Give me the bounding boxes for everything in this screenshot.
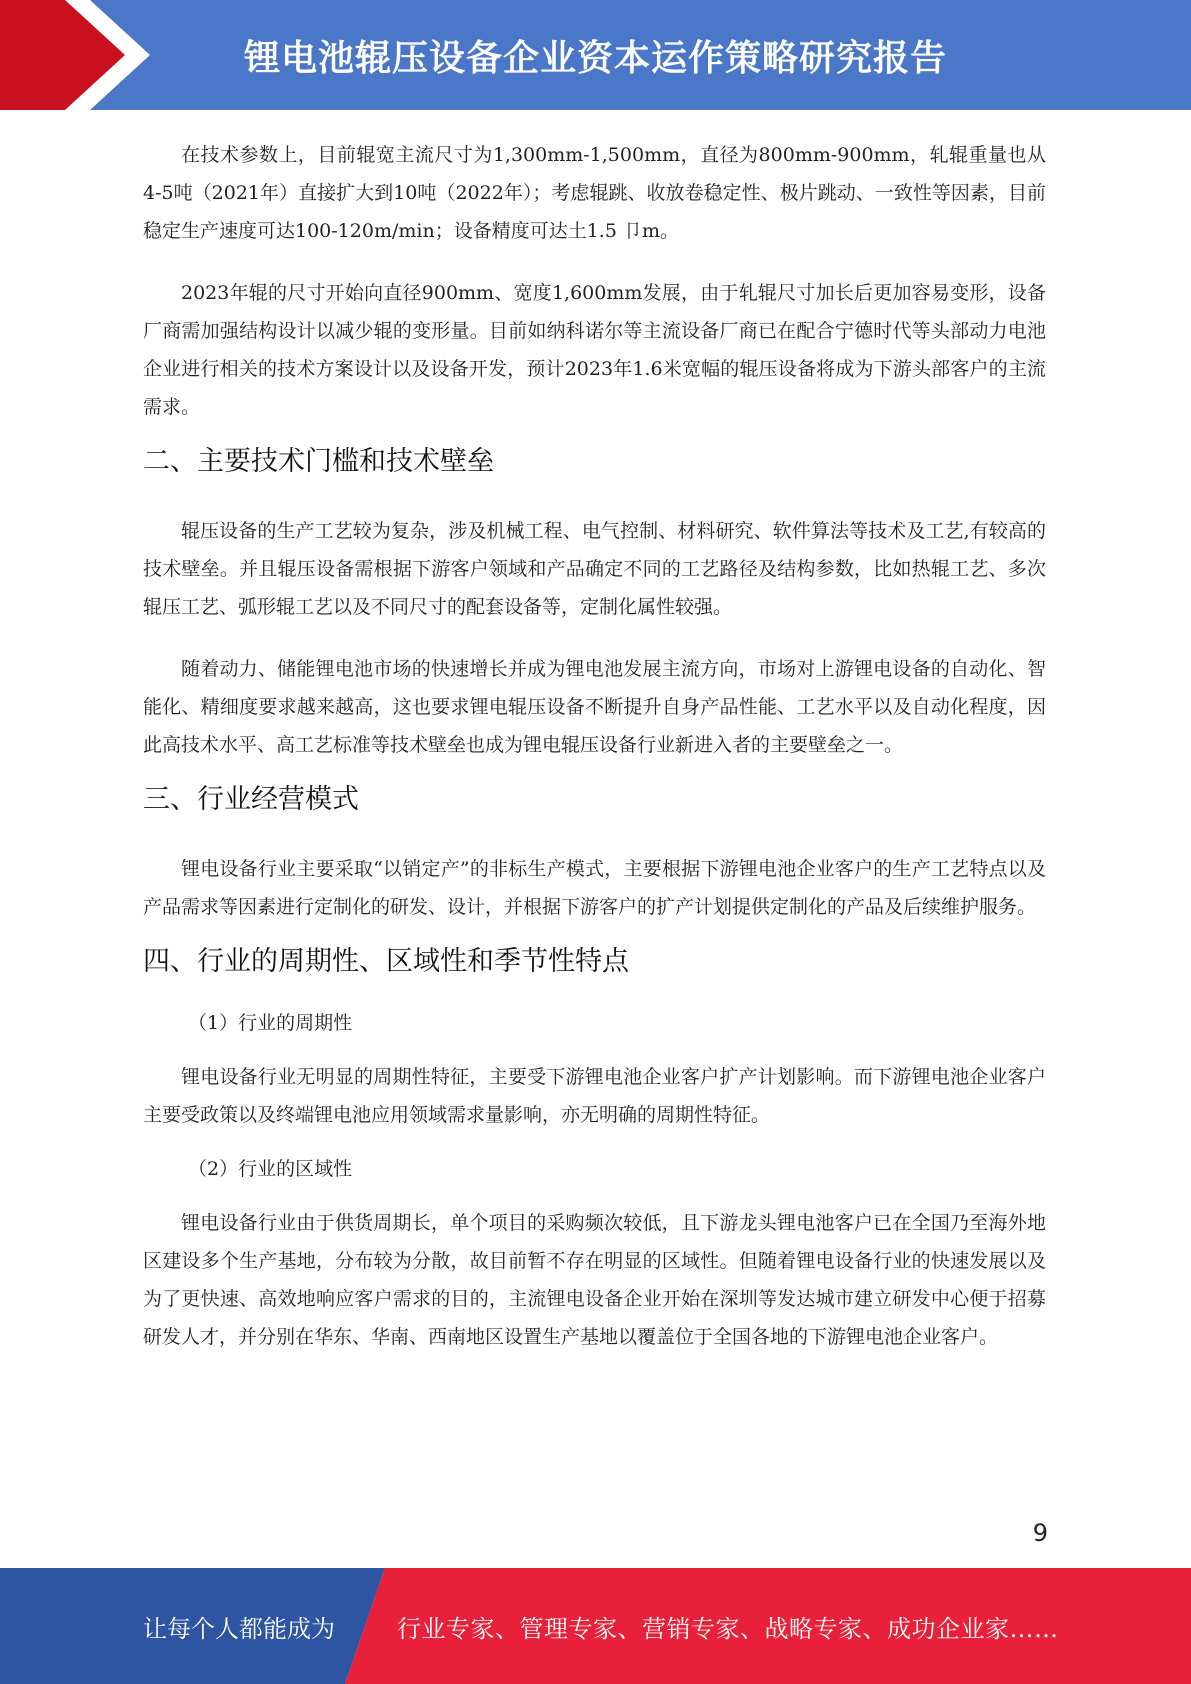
- paragraph-market-growth: 随着动力、储能锂电池市场的快速增长并成为锂电池发展主流方向，市场对上游锂电设备的自动化、智能化、精细度要求越来越高，这也要求锂电辊压设备不断提升自身产品性能、工艺水平以及自动化程度，因此高技术水平、高工艺标准等技术壁垒也成为锂电辊压设备行业新进入者的主要壁垒之一。: [143, 658, 1046, 756]
- footer-slogan-right: 行业专家、管理专家、营销专家、战略专家、成功企业家……: [397, 1614, 1059, 1643]
- section-heading-cyclicality: 四、行业的周期性、区域性和季节性特点: [143, 946, 629, 977]
- subheading-cyclicality: （1）行业的周期性: [188, 1012, 353, 1034]
- paragraph-tech-params: 在技术参数上，目前辊宽主流尺寸为1,300mm-1,500mm，直径为800mm-900mm，轧辊重量也从4-5吨（2021年）直接扩大到10吨（2022年）；考虑辊跳、收放卷稳定性、极片跳动、一致性等因素，目前稳定生产速度可达100-120m/min；设备精度可达土1.5 卩m。: [143, 144, 1046, 242]
- page-footer: [0, 1568, 1191, 1684]
- report-title: 锂电池辊压设备企业资本运作策略研究报告: [243, 37, 947, 79]
- page-header: [0, 0, 1191, 110]
- paragraph-process-complexity: 辊压设备的生产工艺较为复杂，涉及机械工程、电气控制、材料研究、软件算法等技术及工艺,有较高的技术壁垒。并且辊压设备需根据下游客户领域和产品确定不同的工艺路径及结构参数，比如热辊工艺、多次辊压工艺、弧形辊工艺以及不同尺寸的配套设备等，定制化属性较强。: [143, 520, 1046, 618]
- paragraph-regionality: 锂电设备行业由于供货周期长，单个项目的采购频次较低，且下游龙头锂电池客户已在全国乃至海外地区建设多个生产基地，分布较为分散，故目前暂不存在明显的区域性。但随着锂电设备行业的快速发展以及为了更快速、高效地响应客户需求的目的，主流锂电设备企业开始在深圳等发达城市建立研发中心便于招募研发人才，并分别在华东、华南、西南地区设置生产基地以覆盖位于全国各地的下游锂电池企业客户。: [143, 1212, 1046, 1348]
- subheading-regionality: （2）行业的区域性: [188, 1158, 353, 1180]
- section-heading-tech-barrier: 二、主要技术门槛和技术壁垒: [143, 446, 494, 477]
- page-number: 9: [1032, 1519, 1048, 1547]
- document-body: [143, 136, 1046, 1356]
- paragraph-cyclicality: 锂电设备行业无明显的周期性特征，主要受下游锂电池企业客户扩产计划影响。而下游锂电池企业客户主要受政策以及终端锂电池应用领域需求量影响，亦无明确的周期性特征。: [143, 1066, 1046, 1126]
- section-heading-business-model: 三、行业经营模式: [143, 784, 359, 815]
- paragraph-2023-size: 2023年辊的尺寸开始向直径900mm、宽度1,600mm发展，由于轧辊尺寸加长后更加容易变形，设备厂商需加强结构设计以减少辊的变形量。目前如纳科诺尔等主流设备厂商已在配合宁德时代等头部动力电池企业进行相关的技术方案设计以及设备开发，预计2023年1.6米宽幅的辊压设备将成为下游头部客户的主流需求。: [143, 282, 1046, 418]
- footer-slogan-left: 让每个人都能成为: [143, 1614, 335, 1643]
- paragraph-business-model: 锂电设备行业主要采取“以销定产”的非标生产模式，主要根据下游锂电池企业客户的生产工艺特点以及产品需求等因素进行定制化的研发、设计，并根据下游客户的扩产计划提供定制化的产品及后续维护服务。: [143, 858, 1046, 918]
